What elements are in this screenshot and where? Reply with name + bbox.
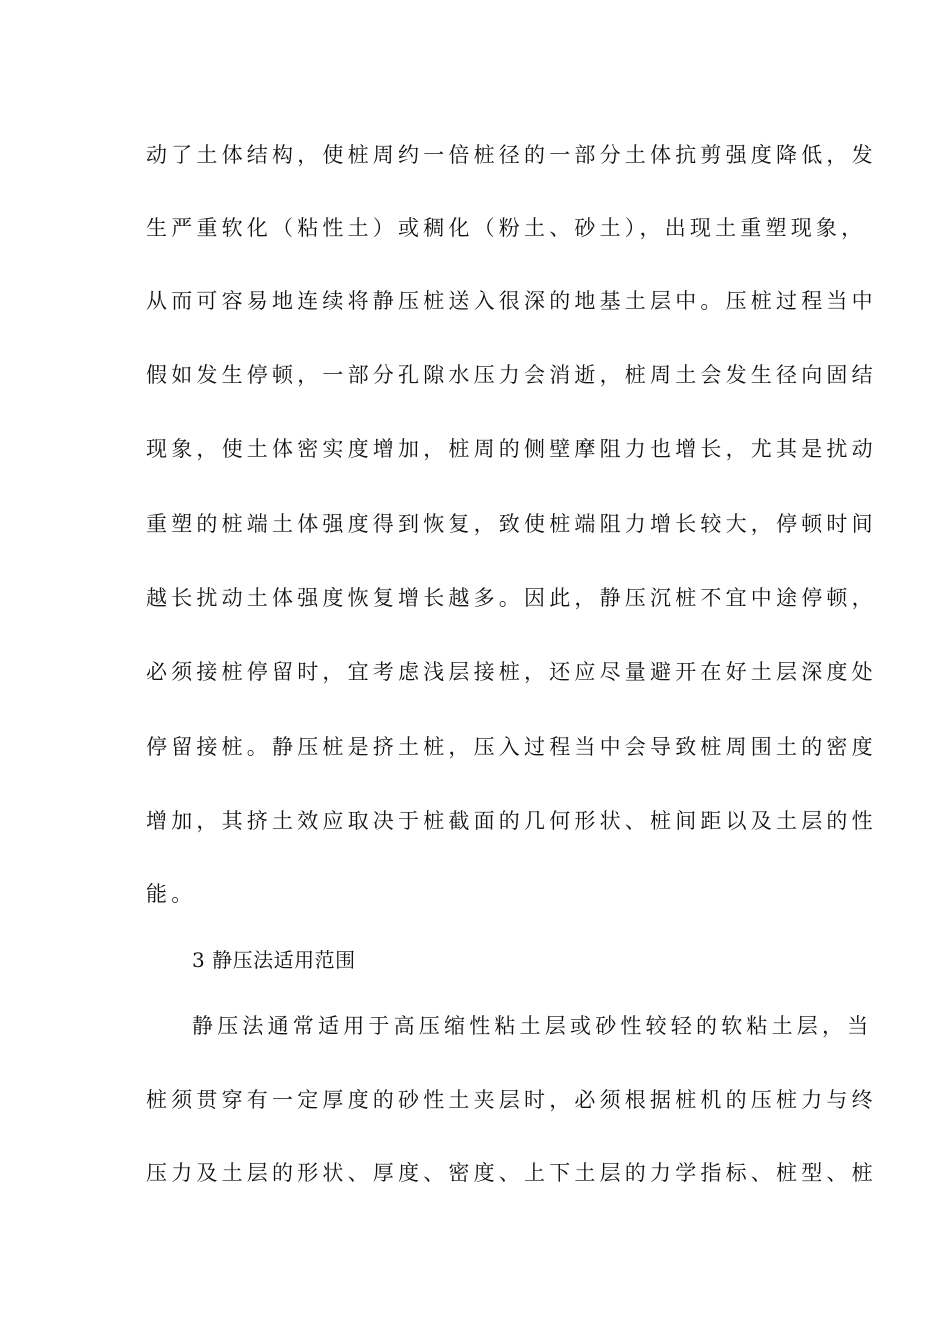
paragraph-1-line-11: 能。 <box>146 882 197 906</box>
paragraph-1-line-1: 动了土体结构，使桩周约一倍桩径的一部分土体抗剪强度降低，发 <box>146 143 877 167</box>
paragraph-1-line-9: 停留接桩。静压桩是挤土桩，压入过程当中会导致桩周围土的密度 <box>146 735 877 759</box>
paragraph-1-line-10: 增加，其挤土效应取决于桩截面的几何形状、桩间距以及土层的性 <box>146 809 877 833</box>
paragraph-2-line-2: 桩须贯穿有一定厚度的砂性土夹层时，必须根据桩机的压桩力与终 <box>146 1088 877 1112</box>
paragraph-1-line-3: 从而可容易地连续将静压桩送入很深的地基土层中。压桩过程当中 <box>146 289 877 313</box>
paragraph-1-line-8: 必须接桩停留时，宜考虑浅层接桩，还应尽量避开在好土层深度处 <box>146 660 877 684</box>
paragraph-2-line-3: 压力及土层的形状、厚度、密度、上下土层的力学指标、桩型、桩 <box>146 1161 877 1185</box>
paragraph-1-line-2: 生严重软化（粘性土）或稠化（粉土、砂土），出现土重塑现象， <box>146 216 867 240</box>
paragraph-2-line-1: 静压法通常适用于高压缩性粘土层或砂性较轻的软粘土层，当 <box>192 1014 873 1038</box>
paragraph-1-line-6: 重塑的桩端土体强度得到恢复，致使桩端阻力增长较大，停顿时间 <box>146 512 877 536</box>
paragraph-1-line-5: 现象，使土体密实度增加，桩周的侧壁摩阻力也增长，尤其是扰动 <box>146 437 877 461</box>
section-heading: 3 静压法适用范围 <box>192 948 356 972</box>
paragraph-1-line-7: 越长扰动土体强度恢复增长越多。因此，静压沉桩不宜中途停顿， <box>146 586 877 610</box>
paragraph-1-line-4: 假如发生停顿，一部分孔隙水压力会消逝，桩周土会发生径向固结 <box>146 363 877 387</box>
